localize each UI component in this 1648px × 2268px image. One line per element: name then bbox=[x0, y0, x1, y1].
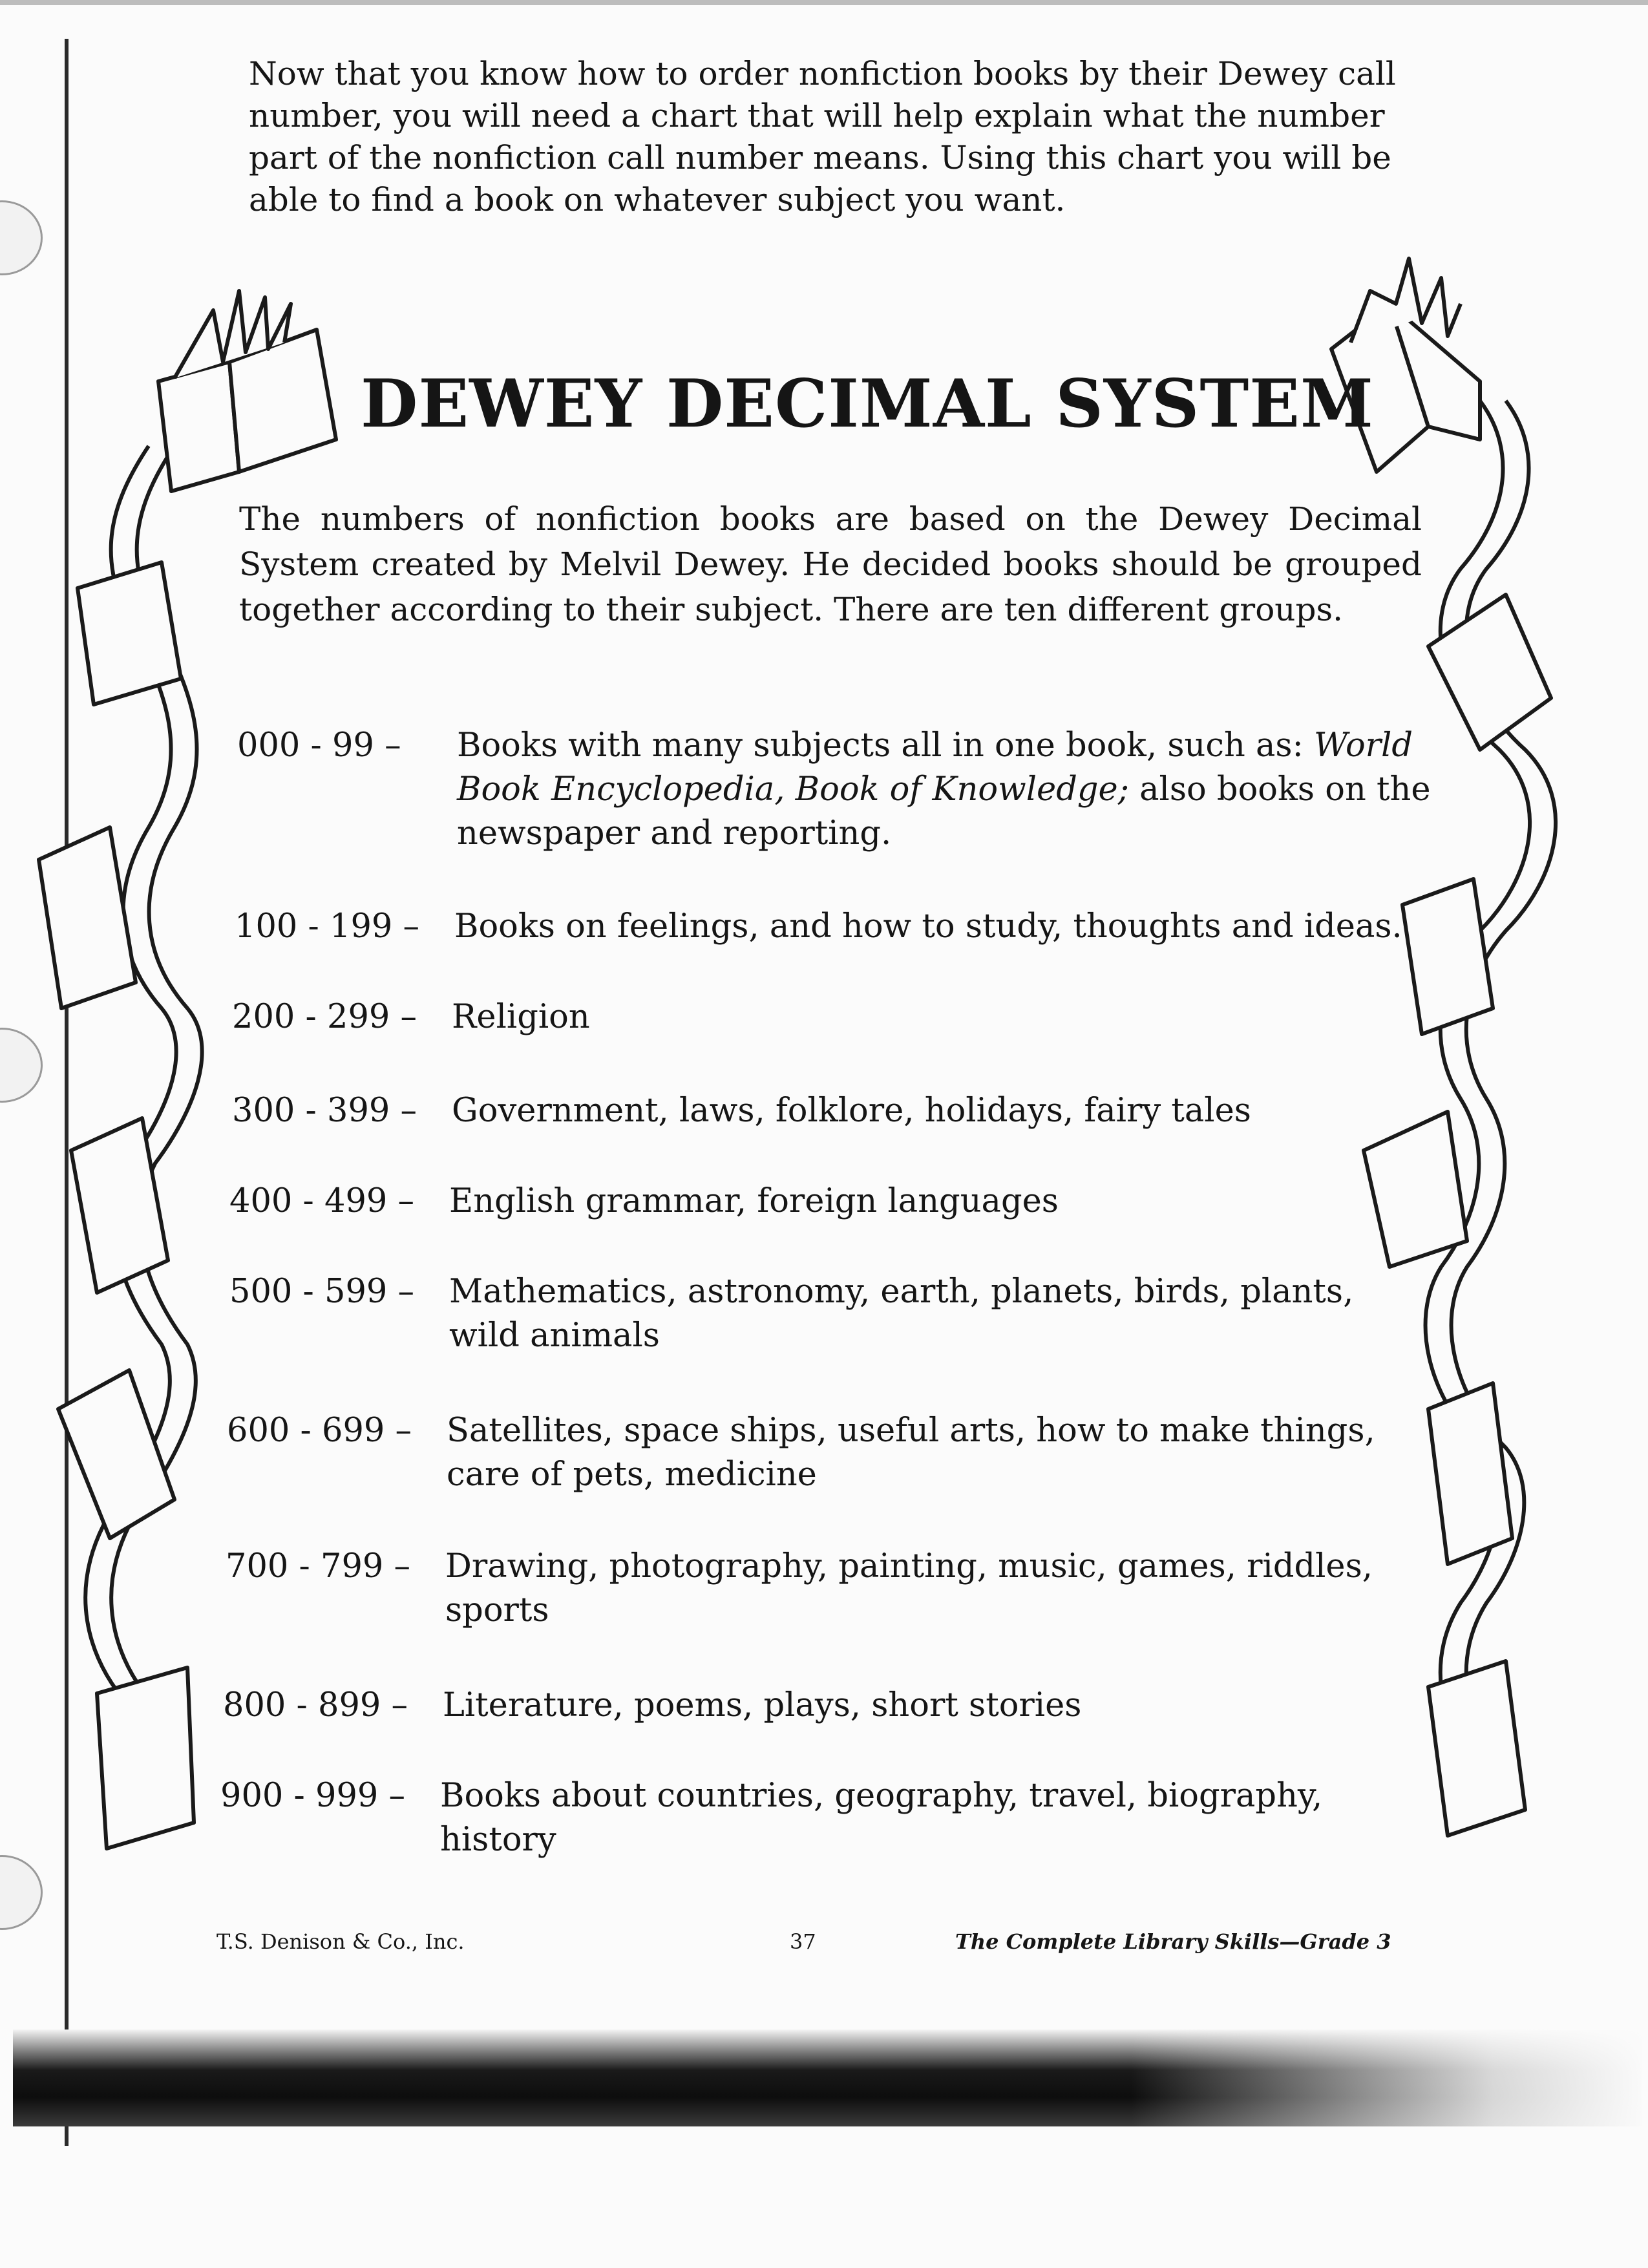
footer-publisher: T.S. Denison & Co., Inc. bbox=[217, 1929, 465, 1954]
footer-book-title: The Complete Library Skills—Grade 3 bbox=[955, 1929, 1391, 1954]
page-title: DEWEY DECIMAL SYSTEM bbox=[361, 365, 1374, 443]
intro-paragraph: Now that you know how to order nonfiction books by their Dewey call number, you will need a chart that will help explain what the number part of the nonfiction call number means. Using this chart you will be able to find a book on whatever subject you want. bbox=[249, 55, 1396, 218]
dewey-group-row bbox=[223, 1684, 1425, 1728]
dewey-subject: Religion bbox=[452, 998, 590, 1036]
dewey-range: 800 - 899 – bbox=[223, 1686, 408, 1724]
dewey-group-row bbox=[232, 1089, 1434, 1133]
dewey-group-row bbox=[235, 905, 1437, 949]
dewey-subject: Books on feelings, and how to study, thoughts and ideas. bbox=[454, 907, 1402, 946]
dewey-range: 700 - 799 – bbox=[226, 1547, 411, 1585]
dewey-range: 300 - 399 – bbox=[232, 1092, 417, 1130]
dewey-range: 500 - 599 – bbox=[229, 1273, 415, 1311]
dewey-subject: English grammar, foreign languages bbox=[449, 1182, 1059, 1220]
dewey-range: 900 - 999 – bbox=[220, 1777, 406, 1815]
dewey-range: 000 - 99 – bbox=[237, 726, 401, 765]
dewey-group-row bbox=[232, 995, 1434, 1039]
footer-page-number: 37 bbox=[790, 1929, 816, 1954]
dewey-group-row bbox=[229, 1180, 1431, 1224]
dewey-group-row bbox=[229, 1270, 1431, 1358]
dewey-group-row bbox=[220, 1774, 1422, 1862]
dewey-subject: Mathematics, astronomy, earth, planets, birds, plants, wild animals bbox=[449, 1273, 1354, 1355]
dewey-subject: Government, laws, folklore, holidays, fairy tales bbox=[452, 1092, 1251, 1130]
dewey-subject: Books with many subjects all in one book, such as: World Book Encyclopedia, Book of Knowledge; also books on the newspaper and reporting. bbox=[457, 726, 1431, 853]
dewey-range: 200 - 299 – bbox=[232, 998, 417, 1036]
dewey-subject: Books about countries, geography, travel, biography, history bbox=[440, 1777, 1323, 1859]
dewey-group-row bbox=[237, 724, 1439, 856]
dewey-subject: Drawing, photography, painting, music, games, riddles, sports bbox=[445, 1547, 1373, 1629]
dewey-subject: Literature, poems, plays, short stories bbox=[443, 1686, 1082, 1724]
description-paragraph: The numbers of nonfiction books are based on the Dewey Decimal System created by Melvil Dewey. He decided books should be grouped together according to their subject. There are ten different groups. bbox=[239, 500, 1422, 628]
dewey-range: 100 - 199 – bbox=[235, 907, 420, 946]
scan-shadow-fade bbox=[1131, 2030, 1648, 2126]
dewey-group-row bbox=[226, 1545, 1428, 1633]
dewey-range: 400 - 499 – bbox=[229, 1182, 415, 1220]
dewey-group-row bbox=[227, 1409, 1429, 1497]
dewey-subject: Satellites, space ships, useful arts, how to make things, care of pets, medicine bbox=[447, 1412, 1375, 1494]
dewey-range: 600 - 699 – bbox=[227, 1412, 412, 1450]
